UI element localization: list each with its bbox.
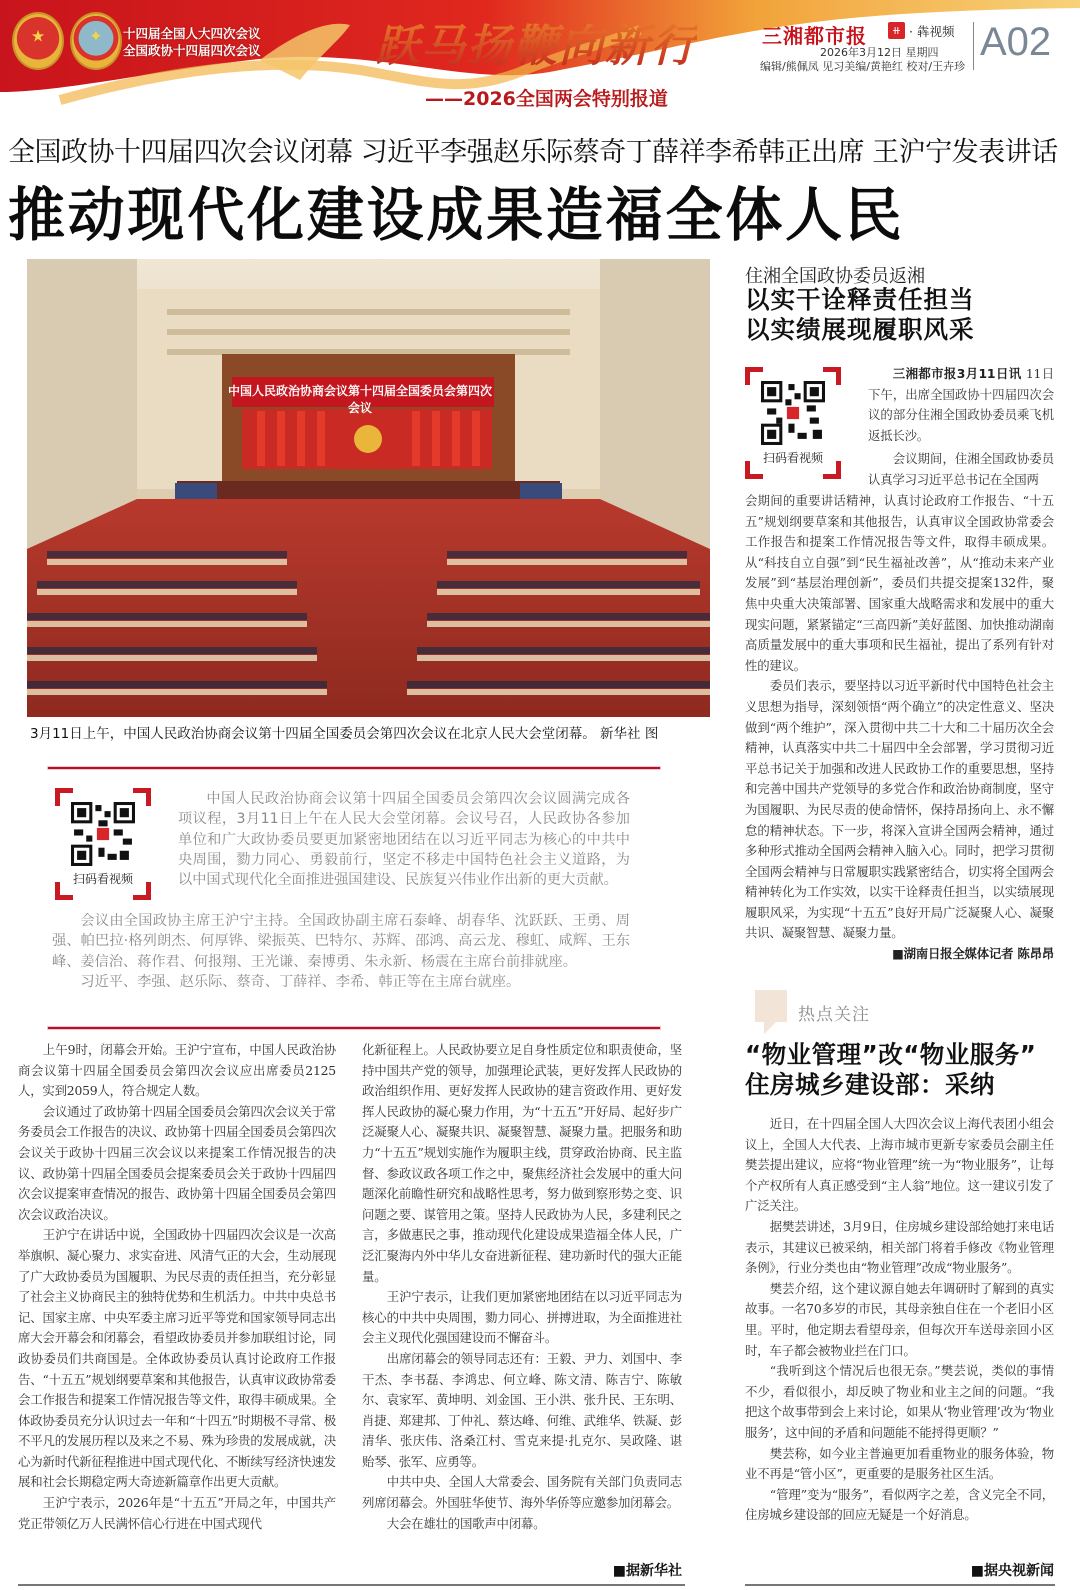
body-paragraph: 化新征程上。人民政协要立足自身性质定位和职责使命，坚持中国共产党的领导，加强理论武装，更好发挥人民政协的政治组织作用、更好发挥人民政协的建言资政作用、更好发挥人民政协的凝心聚力作用，为“十五五”开好局、起好步广泛凝聚人心、凝聚共识、凝聚智慧、凝聚力量。把服务和助力“十五五”规划实施作为履职主线，贯穿政治协商、民主监督、参政议政各项工作之中，聚焦经济社会发展中的重大问题深化前瞻性研究和战略性思考，努力做到察形势之变、识问题之要、谋管用之策。坚持人民政协为人民，多建利民之言，多做惠民之事，推动现代化建设成果造福全体人民，广泛汇聚海内外中华儿女奋进新征程、建功新时代的强大正能量。 bbox=[362, 1042, 682, 1284]
side-story-kicker: 住湘全国政协委员返湘 bbox=[745, 266, 925, 287]
hot-topic-tag-icon bbox=[755, 990, 787, 1022]
side-story-para2-head bbox=[868, 449, 1054, 491]
side-dateline: 三湘都市报3月11日讯 bbox=[892, 366, 1022, 381]
body-paragraph: 中共中央、全国人大常委会、国务院有关部门负责同志列席闭幕会。外国驻华使节、海外华侨等应邀参加闭幕会。 bbox=[362, 1474, 682, 1511]
side-story-lede bbox=[868, 364, 1054, 446]
section-divider bbox=[48, 767, 660, 769]
congress-names bbox=[123, 25, 261, 59]
lead-video-qr[interactable] bbox=[55, 788, 151, 900]
assembly-hall-illustration bbox=[27, 259, 710, 717]
cppcc-emblem-icon: ✦ bbox=[70, 12, 122, 70]
congress-line-cppcc: 全国政协十四届四次会议 bbox=[123, 43, 261, 58]
hot-topic-label: 热点关注 bbox=[798, 1005, 870, 1025]
page-number: A02 bbox=[980, 20, 1052, 64]
national-emblem-icon: ★ bbox=[12, 12, 64, 70]
video-app-logo-icon: ⧺ bbox=[888, 22, 905, 39]
body-paragraph: 上午9时，闭幕会开始。王沪宁宣布，中国人民政治协商会议第十四届全国委员会第四次会议应出席委员2125人，实到2059人，符合规定人数。 bbox=[18, 1042, 336, 1099]
photo-stage-banner: 中国人民政治协商会议第十四届全国委员会第四次会议 bbox=[227, 384, 492, 415]
editor-credits: 编辑/熊佩凤 见习美编/黄艳红 校对/王卉珍 bbox=[760, 60, 966, 73]
publication-date: 2026年3月12日 星期四 bbox=[820, 46, 939, 59]
lead-body-column-1 bbox=[18, 1040, 336, 1562]
speech-bubble-tail-icon bbox=[764, 1020, 778, 1034]
side-paragraph: 会议期间，住湘全国政协委员认真学习习近平总书记在全国两 bbox=[868, 451, 1054, 487]
side-story-title bbox=[745, 285, 975, 345]
intro-paragraph: 会议由全国政协主席王沪宁主持。全国政协副主席石泰峰、胡春华、沈跃跃、王勇、周强、帕巴拉·格列朗杰、何厚铧、梁振英、巴特尔、苏辉、邵鸿、高云龙、穆虹、咸辉、王东峰、姜信治、蒋作君、何报翔、王光谦、秦博勇、朱永新、杨震在主席台前排就座。 bbox=[52, 913, 630, 970]
qr-label: 扫码看视频 bbox=[762, 451, 823, 465]
side-paragraph: 委员们表示，要坚持以习近平新时代中国特色社会主义思想为指导，深刻领悟“两个确立”的决定性意义、坚决做到“两个维护”，深入贯彻中共二十大和二十届历次全会精神，认真落实中共二十届四中全会部署，学习贯彻习近平总书记关于加强和改进人民政协工作的重要思想，坚持和完善中国共产党领导的多党合作和政治协商制度，坚守为国履职、为民尽责的使命情怀，保持昂扬向上、永不懈怠的精神状态。下一步，将深入宣讲全国两会精神，通过多种形式推动全国两会精神入脑入心。同时，把学习贯彻全国两会精神与日常履职实践紧密结合，切实将全国两会精神转化为工作实效，以实干诠释责任担当，以实绩展现履职风采，为实现“十五五”良好开局广泛凝聚人心、凝聚共识、凝聚智慧、凝聚力量。 bbox=[745, 678, 1054, 941]
headline-deck: 全国政协十四届四次会议闭幕 习近平李强赵乐际蔡奇丁薛祥李希韩正出席 王沪宁发表讲话 bbox=[8, 137, 1058, 168]
bottom-rule bbox=[745, 1584, 1055, 1586]
qr-label: 扫码看视频 bbox=[72, 872, 133, 886]
photo-caption: 3月11日上午，中国人民政治协商会议第十四届全国委员会第四次会议在北京人民大会堂闭幕。 新华社 图 bbox=[30, 726, 659, 742]
source-credit: ■据新华社 bbox=[560, 1562, 682, 1580]
slogan-title: 跃马扬鞭向新行 bbox=[375, 10, 697, 74]
qr-code-icon bbox=[761, 381, 825, 445]
intro-paragraph: 中国人民政治协商会议第十四届全国委员会第四次会议圆满完成各项议程，3月11日上午在人民大会堂闭幕。会议号召，人民政协各参加单位和广大政协委员要更加紧密地团结在以习近平同志为核心的中共中央周围，勠力同心、勇毅前行，坚定不移走中国特色社会主义道路，为以中国式现代化全面推进强国建设、民族复兴伟业作出新的更大贡献。 bbox=[178, 791, 630, 889]
bottom-rule bbox=[18, 1584, 685, 1586]
body-paragraph: 王沪宁在讲话中说，全国政协十四届四次会议是一次高举旗帜、凝心聚力、求实奋进、风清气正的大会，生动展现了广大政协委员为国履职、为民尽责的责任担当，充分彰显了社会主义协商民主的独特优势和生机活力。中共中央总书记、国家主席、中央军委主席习近平等党和国家领导同志出席大会开幕会和闭幕会，看望政协委员并参加联组讨论，同政协委员们共商国是。全体政协委员认真讨论政府工作报告、“十五五”规划纲要草案和其他报告，认真审议政协常委会工作报告和提案工作情况报告等文件，取得丰硕成果。全体政协委员充分认识过去一年和“十四五”时期极不寻常、极不平凡的发展历程以及来之不易、殊为珍贵的发展成就，决心为新时代新征程推进中国式现代化、不断续写经济快速发展和社会长期稳定两大奇迹新篇章作出更大贡献。 bbox=[18, 1227, 336, 1490]
assembly-hall-photo bbox=[27, 259, 710, 717]
hot-story-title bbox=[745, 1040, 1036, 1100]
hot-title-line: “物业管理”改“物业服务” bbox=[745, 1040, 1037, 1069]
qr-frame-corner bbox=[823, 367, 841, 385]
hot-title-line: 住房城乡建设部：采纳 bbox=[745, 1070, 995, 1099]
newspaper-name: 三湘都市报 bbox=[762, 24, 867, 48]
side-story-body bbox=[745, 491, 1054, 965]
side-video-qr[interactable] bbox=[745, 367, 841, 479]
hot-source-credit: ■据央视新闻 bbox=[904, 1562, 1054, 1580]
side-paragraph-continued: 会期间的重要讲话精神，认真讨论政府工作报告、“十五五”规划纲要草案和其他报告，认真审议全国政协常委会工作报告和提案工作情况报告等文件，取得丰硕成果。从“科技自立自强”到“民生福祉改善”，从“推动未来产业发展”到“基层治理创新”，委员们共提交提案132件，聚焦中央重大决策部署、国家重大战略需求和发展中的重大现实问题，紧紧锚定“三高四新”美好蓝图、加快推动湖南高质量发展中的重大事项和民生福祉，提出了系列有针对性的建议。 bbox=[745, 493, 1054, 673]
lead-intro-rest bbox=[52, 911, 630, 992]
special-report-label: ——2026全国两会特别报道 bbox=[425, 88, 668, 110]
body-paragraph: 王沪宁表示，2026年是“十五五”开局之年，中国共产党正带领亿万人民满怀信心行进在中国式现代 bbox=[18, 1495, 336, 1531]
qr-frame-corner bbox=[133, 788, 151, 806]
side-title-line: 以实绩展现履职风采 bbox=[745, 315, 975, 344]
hot-story-body bbox=[745, 1114, 1054, 1560]
hot-paragraph: “我听到这个情况后也很无奈。”樊芸说，类似的事情不少，看似很小，却反映了物业和业主之间的问题。“我把这个故事带到会上来讨论，如果从‘物业管理’改为‘物业服务’，这中间的矛盾和问题能不能捋得更顺？” bbox=[745, 1363, 1054, 1440]
body-paragraph: 出席闭幕会的领导同志还有：王毅、尹力、刘国中、李干杰、李书磊、李鸿忠、何立峰、陈文清、陈吉宁、陈敏尔、袁家军、黄坤明、刘金国、王小洪、张升民、王东明、肖捷、郑建邦、丁仲礼、蔡达峰、何维、武维华、铁凝、彭清华、张庆伟、洛桑江村、雪克来提·扎克尔、吴政隆、谌贻琴、张军、应勇等。 bbox=[362, 1350, 682, 1469]
side-paragraph bbox=[868, 364, 1054, 446]
masthead-banner bbox=[0, 0, 1080, 115]
hot-paragraph: 据樊芸讲述，3月9日，住房城乡建设部给她打来电话表示，其建议已被采纳，相关部门将着手修改《物业管理条例》，行业分类也由“物业管理”改成“物业服务”。 bbox=[745, 1218, 1054, 1276]
hot-paragraph: 樊芸介绍，这个建议源自她去年调研时了解到的真实故事。一名70多岁的市民，其母亲独自住在一个老旧小区里。平时，他定期去看望母亲，但每次开车送母亲回小区时，车子都会被物业拦在门口。 bbox=[745, 1280, 1054, 1358]
intro-paragraph: 习近平、李强、赵乐际、蔡奇、丁薛祥、李希、韩正等在主席台就座。 bbox=[80, 973, 521, 990]
hot-paragraph: 樊芸称，如今业主普遍更加看重物业的服务体验，物业不再是“管小区”，更重要的是服务社区生活。 bbox=[745, 1445, 1054, 1482]
side-title-line: 以实干诠释责任担当 bbox=[745, 285, 975, 314]
side-byline: ■湖南日报全媒体记者 陈昂昂 bbox=[892, 946, 1054, 962]
section-divider bbox=[48, 1027, 660, 1029]
hot-paragraph: “管理”变为“服务”，看似两字之差，含义完全不同，住房城乡建设部的回应无疑是一个好消息。 bbox=[745, 1486, 1054, 1523]
video-app-name: · 犇视频 bbox=[909, 24, 955, 39]
body-paragraph: 王沪宁表示，让我们更加紧密地团结在以习近平同志为核心的中共中央周围，勠力同心、拼搏进取，为全面推进社会主义现代化强国建设而不懈奋斗。 bbox=[362, 1289, 682, 1346]
lead-intro-first bbox=[178, 789, 630, 890]
qr-code-icon bbox=[71, 802, 135, 866]
body-paragraph: 大会在雄壮的国歌声中闭幕。 bbox=[386, 1515, 546, 1531]
side-lede-text: 11日下午，出席全国政协十四届四次会议的部分住湘全国政协委员乘飞机返抵长沙。 bbox=[868, 366, 1054, 443]
body-paragraph: 会议通过了政协第十四届全国委员会第四次会议关于常务委员会工作报告的决议、政协第十四届全国委员会第四次会议关于政协十四届三次会议以来提案工作情况报告的决议、政协第十四届全国委员会提案委员会关于政协十四届四次会议提案审查情况的报告、政协第十四届全国委员会第四次会议政治决议。 bbox=[18, 1103, 336, 1222]
hot-paragraph: 近日，在十四届全国人大四次会议上海代表团小组会议上，全国人大代表、上海市城市更新专家委员会副主任樊芸提出建议，应将“物业管理”统一为“物业服务”，让每个产权所有人真正感受到“主人翁”地位。这一建议引发了广泛关注。 bbox=[745, 1116, 1054, 1214]
main-headline: 推动现代化建设成果造福全体人民 bbox=[8, 181, 905, 249]
lead-body-column-2 bbox=[362, 1040, 682, 1558]
congress-line-npc: 十四届全国人大四次会议 bbox=[123, 26, 261, 41]
masthead-divider bbox=[973, 22, 974, 70]
